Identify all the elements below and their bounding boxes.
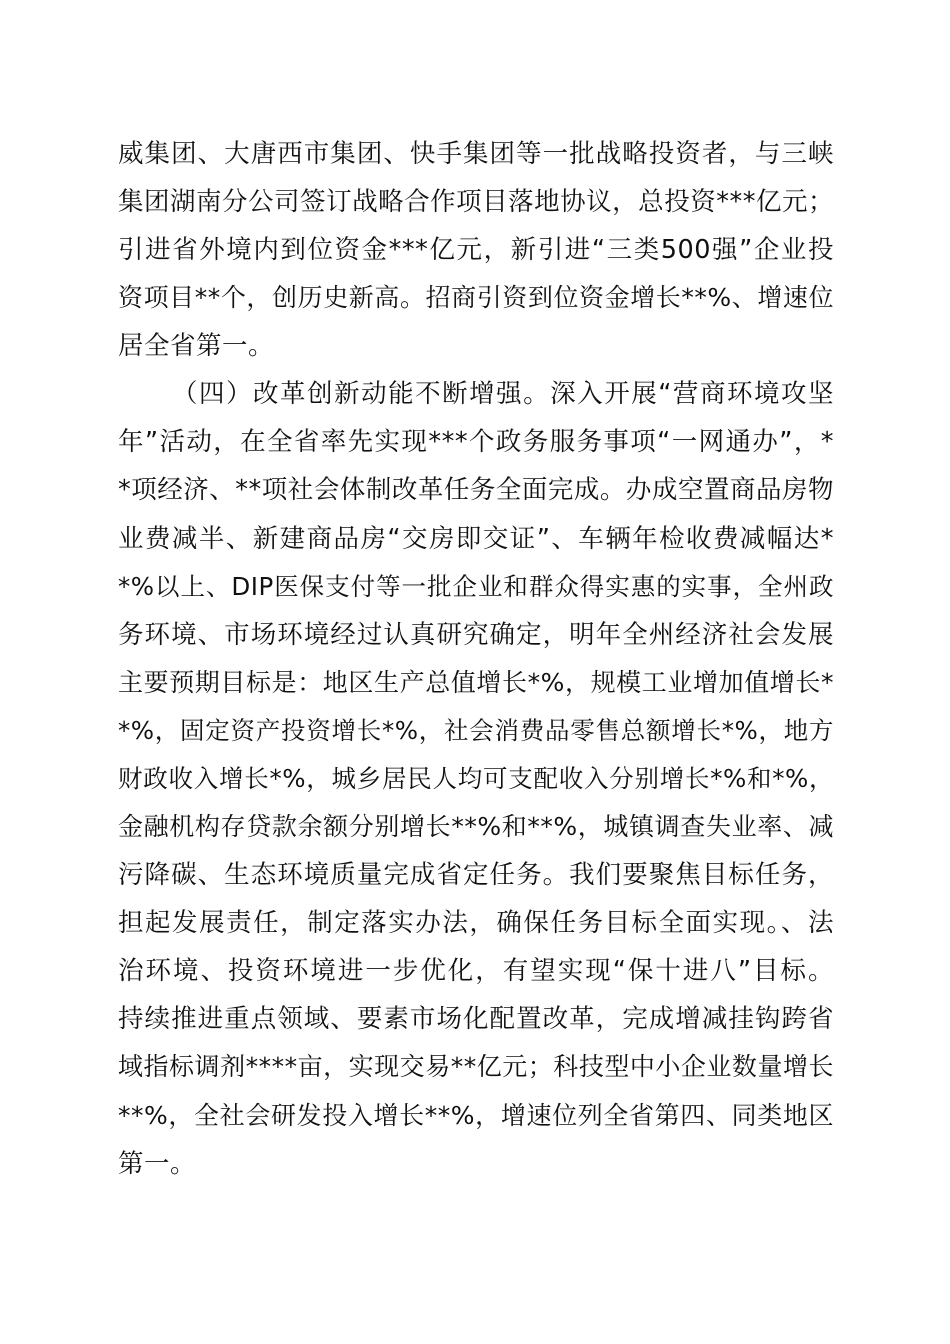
body-text-line: 持续推进重点领域、要素市场化配置改革，完成增减挂钩跨省	[118, 1004, 834, 1034]
section-heading-line: （四）改革创新动能不断增强。深入开展“营商环境攻坚	[172, 379, 834, 409]
body-text-line: *项经济、**项社会体制改革任务全面完成。办成空置商品房物	[118, 475, 834, 505]
body-text-line: *%以上、DIP医保支付等一批企业和群众得实惠的实事，全州政	[118, 572, 834, 601]
body-text-line: 集团湖南分公司签订战略合作项目落地协议，总投资***亿元；	[118, 187, 834, 217]
body-text-line: 金融机构存贷款余额分别增长**%和**%，城镇调查失业率、减	[118, 812, 834, 841]
body-text-line: 域指标调剂****亩，实现交易**亿元；科技型中小企业数量增长	[118, 1052, 834, 1081]
body-text-line: 业费减半、新建商品房“交房即交证”、车辆年检收费减幅达*	[118, 524, 834, 554]
body-text-line: **%，全社会研发投入增长**%，增速位列全省第四、同类地区	[118, 1101, 834, 1130]
body-text-line: 财政收入增长*%，城乡居民人均可支配收入分别增长*%和*%，	[118, 764, 834, 793]
body-text-line: 引进省外境内到位资金***亿元，新引进“三类500强”企业投	[118, 235, 834, 265]
body-text-line: 年”活动，在全省率先实现***个政务服务事项“一网通办”，*	[118, 427, 834, 457]
body-text-line: 污降碳、生态环境质量完成省定任务。我们要聚焦目标任务，	[118, 860, 834, 890]
body-text-line: 担起发展责任，制定落实办法，确保任务目标全面实现。、法	[118, 908, 834, 938]
body-text-line: *%，固定资产投资增长*%，社会消费品零售总额增长*%，地方	[118, 716, 834, 745]
body-text-line: 务环境、市场环境经过认真研究确定，明年全州经济社会发展	[118, 620, 834, 650]
body-text-line: 资项目**个，创历史新高。招商引资到位资金增长**%、增速位	[118, 283, 834, 312]
body-text-line: 第一。	[118, 1149, 197, 1179]
body-text-line: 威集团、大唐西市集团、快手集团等一批战略投资者，与三峡	[118, 139, 834, 169]
body-text-line: 居全省第一。	[118, 331, 275, 361]
body-text-line: 主要预期目标是：地区生产总值增长*%，规模工业增加值增长*	[118, 668, 834, 697]
body-text-line: 治环境、投资环境进一步优化，有望实现“保十进八”目标。	[118, 956, 834, 986]
